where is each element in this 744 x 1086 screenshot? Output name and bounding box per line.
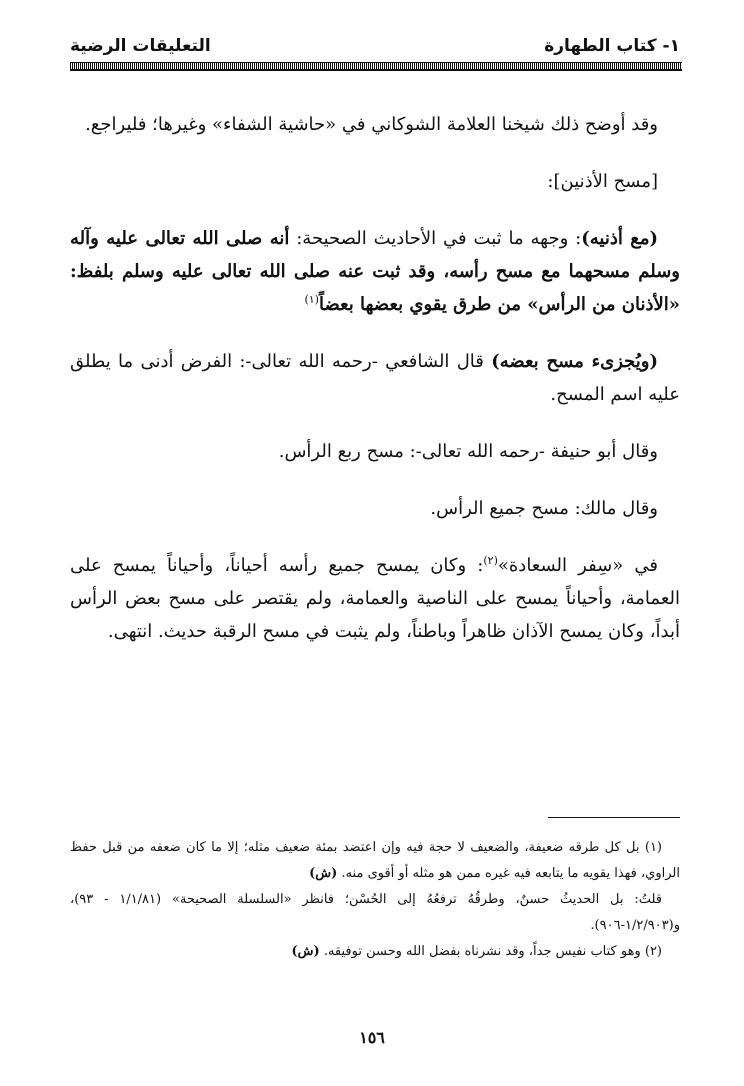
paragraph-1-text: وقد أوضح ذلك شيخنا العلامة الشوكاني في «حاشية الشفاء» وغيرها؛ فليراجع. [85,114,658,135]
header-rule [70,62,682,71]
chapter-title: ١- كتاب الطهارة [544,36,680,56]
main-text [70,108,680,672]
paragraph-3-text-a: : وجهه ما ثبت في الأحاديث الصحيحة: [289,228,582,249]
paragraph-5-text: وقال أبو حنيفة -رحمه الله تعالى-: مسح ربع الرأس. [278,441,658,462]
footnotes [70,835,680,965]
book-title: التعليقات الرضية [70,36,211,56]
paragraph-4-text: قال الشافعي -رحمه الله تعالى-: الفرض أدنى ما يطلق عليه اسم المسح. [70,351,680,405]
footnote-1 [70,835,680,887]
heading-text: [مسح الأذنين]: [547,171,658,192]
paragraph-4 [70,345,680,411]
paragraph-7 [70,549,680,648]
page-number: ١٥٦ [359,1028,385,1047]
footnote-rule [548,817,680,818]
paragraph-3-text-b: أنه صلى الله تعالى عليه وآله وسلم مسحهما مع مسح رأسه، وقد ثبت عنه صلى الله تعالى عليه وسلم بلفظ: [70,228,680,282]
paragraph-7-text-b: : وكان يمسح جميع رأسه أحياناً، وأحياناً يمسح على العمامة، وأحياناً يمسح على الناصية والعمامة، ولم يقتصر على مسح بعض الرأس أبداً، وكان يمسح الآذان ظاهراً وباطناً، ولم يثبت في مسح الرقبة حديث. انتهى. [70,555,680,642]
footnote-2 [70,939,680,965]
footnote-ref-2: (٢) [483,554,498,567]
paragraph-7-text-a: في «سِفر السعادة» [497,555,658,576]
footnote-1b [70,887,680,939]
footnote-1-badge: (ش) [309,866,338,881]
hadith-quote: «الأذنان من الرأس» من طرق يقوي بعضها بعضاً [318,294,680,315]
footnote-2-text: (٢) وهو كتاب نفيس جداً، وقد نشرناه بفضل الله وحسن توفيقه. [323,944,662,959]
running-header [70,36,680,60]
paragraph-3 [70,222,680,321]
paragraph-1 [70,108,680,141]
paragraph-5 [70,435,680,468]
footnote-1-text: (١) بل كل طرقه ضعيفة، والضعيف لا حجة فيه وإن اعتضد بمئة ضعيف مثله؛ إلا ما كان ضعفه من قبل حفظ الراوي، فهذا يقويه ما يتابعه فيه غيره ممن هو مثله أو أقوى منه. [70,840,680,881]
footnote-2-badge: (ش) [291,944,320,959]
section-heading [70,165,680,198]
footnote-ref-1: (١) [304,293,319,306]
paragraph-6 [70,492,680,525]
matn-quote-2: (ويُجزىء مسح بعضه) [491,351,658,372]
paragraph-6-text: وقال مالك: مسح جميع الرأس. [430,498,658,519]
footnote-1b-text: قلتُ: بل الحديثُ حسنٌ، وطرقُهُ ترفعُهُ إلى الحُسْن؛ فانظر «السلسلة الصحيحة» (١/١/٨١ - ٩٣)، و(١/٢/٩٠٣-٩٠٦). [70,892,680,933]
matn-quote: (مع أذنيه) [581,228,658,249]
